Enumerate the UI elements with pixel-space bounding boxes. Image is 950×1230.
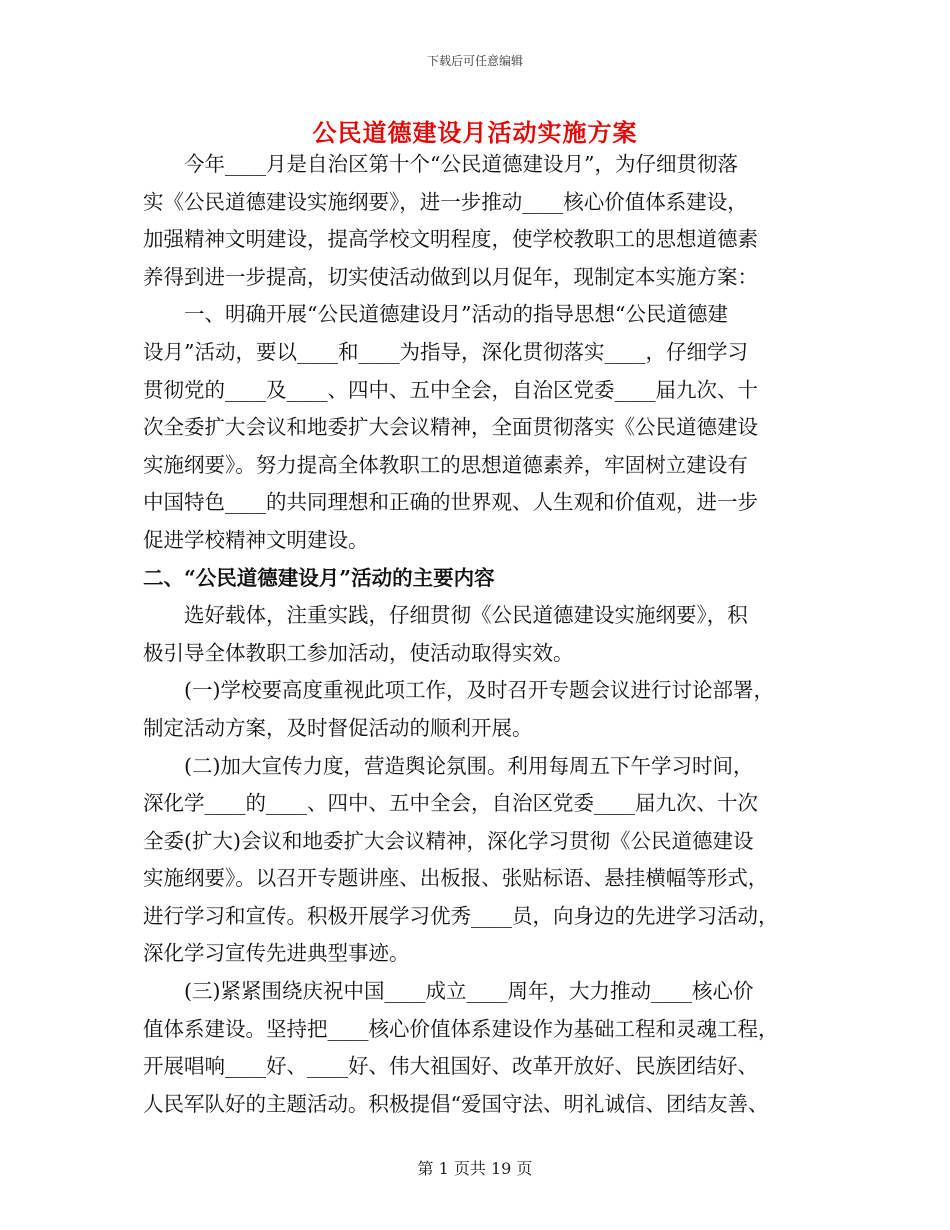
text-line: 进行学习和宣传。积极开展学习优秀____员，向身边的先进学习活动， [143, 903, 779, 928]
text-line: 次全委扩大会议和地委扩大会议精神，全面贯彻落实《公民道德建设 [143, 415, 758, 440]
text-line: (三)紧紧围绕庆祝中国____成立____周年，大力推动____核心价 [143, 979, 754, 1004]
text-line: 选好载体，注重实践，仔细贯彻《公民道德建设实施纲要》，积 [143, 603, 748, 628]
text-line: 实施纲要》。努力提高全体教职工的思想道德素养，牢固树立建设有 [143, 452, 748, 477]
text-line: 深化学习宣传先进典型事迹。 [143, 941, 410, 966]
text-line: 极引导全体教职工参加活动，使活动取得实效。 [143, 640, 574, 665]
text-line: 加强精神文明建设，提高学校文明程度，使学校教职工的思想道德素 [143, 227, 758, 252]
text-line: (一)学校要高度重视此项工作，及时召开专题会议进行讨论部署， [143, 678, 774, 703]
text-line: 值体系建设。坚持把____核心价值体系建设作为基础工程和灵魂工程， [143, 1016, 779, 1041]
text-line: 实《公民道德建设实施纲要》，进一步推动____核心价值体系建设， [143, 189, 748, 214]
document-body [143, 146, 811, 1123]
text-line: 促进学校精神文明建设。 [143, 527, 369, 552]
text-line: 深化学____的____、四中、五中全会，自治区党委____届九次、十次 [143, 791, 758, 816]
text-line: 开展唱响____好、____好、伟大祖国好、改革开放好、民族团结好、 [143, 1054, 758, 1079]
text-line: 全委(扩大)会议和地委扩大会议精神，深化学习贯彻《公民道德建设 [143, 828, 754, 853]
page-footer-number: 第 1 页共 19 页 [417, 1159, 533, 1178]
page-header-note: 下载后可任意编辑 [426, 54, 523, 68]
text-line: 制定活动方案，及时督促活动的顺利开展。 [143, 715, 533, 740]
text-line: 设月”活动，要以____和____为指导，深化贯彻落实____，仔细学习 [143, 339, 748, 364]
text-line: 人民军队好的主题活动。积极提倡“爱国守法、明礼诚信、团结友善、 [143, 1091, 769, 1116]
document-title: 公民道德建设月活动实施方案 [312, 118, 638, 147]
section-heading: 二、“公民道德建设月”活动的主要内容 [143, 565, 495, 590]
text-line: 今年____月是自治区第十个“公民道德建设月”，为仔细贯彻落 [143, 152, 738, 176]
text-line: 中国特色____的共同理想和正确的世界观、人生观和价值观，进一步 [143, 490, 758, 515]
text-line: 实施纲要》。以召开专题讲座、出板报、张贴标语、悬挂横幅等形式， [143, 866, 769, 891]
text-line: 贯彻党的____及____、四中、五中全会，自治区党委____届九次、十 [143, 377, 758, 402]
text-line: 一、明确开展“公民道德建设月”活动的指导思想“公民道德建 [143, 302, 728, 327]
text-line: (二)加大宣传力度，营造舆论氛围。利用每周五下午学习时间， [143, 753, 754, 778]
text-line: 养得到进一步提高，切实使活动做到以月促年，现制定本实施方案： [143, 264, 758, 289]
